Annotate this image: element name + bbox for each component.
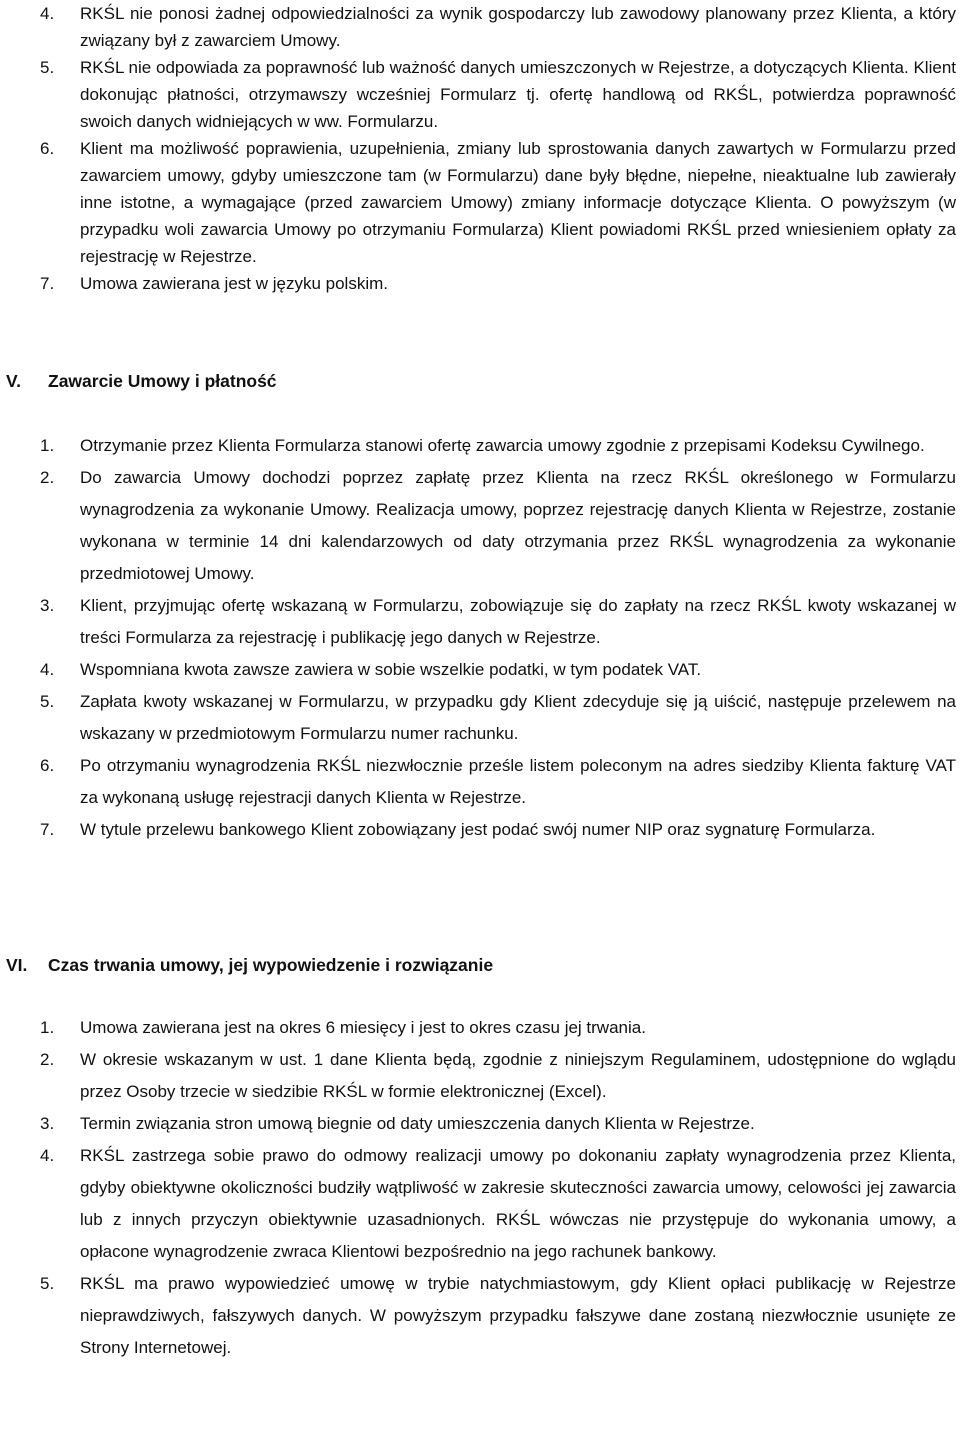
- item-text: Umowa zawierana jest na okres 6 miesięcy i jest to okres czasu jej trwania.: [80, 1018, 646, 1037]
- list-item: [0, 54, 960, 135]
- item-number: 3.: [40, 1114, 55, 1133]
- item-text: W okresie wskazanym w ust. 1 dane Klienta będą, zgodnie z niniejszym Regulaminem, udostępnione do wglądu przez Osoby trzecie w siedzibie RKŚL w formie elektronicznej (Excel).: [80, 1050, 956, 1101]
- item-number: 4.: [40, 660, 55, 679]
- section-title: Zawarcie Umowy i płatność: [48, 371, 277, 391]
- item-text: Umowa zawierana jest w języku polskim.: [80, 274, 388, 293]
- section-v-heading: [6, 367, 277, 395]
- section-vi-list: [0, 1012, 960, 1364]
- item-number: 2.: [40, 468, 55, 487]
- list-item: [0, 654, 960, 686]
- item-number: 5.: [40, 1274, 55, 1293]
- item-number: 2.: [40, 1050, 55, 1069]
- item-number: 1.: [40, 1018, 55, 1037]
- item-number: 6.: [40, 756, 55, 775]
- item-text: Klient, przyjmując ofertę wskazaną w Formularzu, zobowiązuje się do zapłaty na rzecz RKŚL kwoty wskazanej w treści Formularza za rejestrację i publikację jego danych w Rejestrze.: [80, 596, 956, 647]
- section-vi-body: [0, 1012, 960, 1364]
- list-item: [0, 1108, 960, 1140]
- list-item: [0, 750, 960, 814]
- section-number: VI.: [6, 955, 28, 975]
- list-item: [0, 270, 960, 297]
- list-item: [0, 1268, 960, 1364]
- item-text: Po otrzymaniu wynagrodzenia RKŚL niezwłocznie prześle listem poleconym na adres siedziby Klienta fakturę VAT za wykonaną usługę rejestracji danych Klienta w Rejestrze.: [80, 756, 956, 807]
- item-text: RKŚL nie ponosi żadnej odpowiedzialności za wynik gospodarczy lub zawodowy planowany przez Klienta, a który związany był z zawarciem Umowy.: [80, 4, 956, 50]
- list-item: [0, 0, 960, 54]
- list-item: [0, 1140, 960, 1268]
- list-item: [0, 1044, 960, 1108]
- item-number: 5.: [40, 58, 55, 77]
- item-text: Wspomniana kwota zawsze zawiera w sobie wszelkie podatki, w tym podatek VAT.: [80, 660, 702, 679]
- item-text: Zapłata kwoty wskazanej w Formularzu, w przypadku gdy Klient zdecyduje się ją uiścić, następuje przelewem na wskazany w przedmiotowym Formularzu numer rachunku.: [80, 692, 956, 743]
- item-number: 4.: [40, 4, 55, 23]
- item-number: 4.: [40, 1146, 55, 1165]
- item-text: RKŚL nie odpowiada za poprawność lub ważność danych umieszczonych w Rejestrze, a dotyczących Klienta. Klient dokonując płatności, otrzymawszy wcześniej Formularz tj. ofertę handlową od RKŚL, potwierdza poprawność swoich danych widniejących w ww. Formularzu.: [80, 58, 956, 131]
- section-title: Czas trwania umowy, jej wypowiedzenie i rozwiązanie: [48, 955, 494, 975]
- item-number: 5.: [40, 692, 55, 711]
- list-item: [0, 430, 960, 462]
- previous-section-list: [0, 0, 960, 297]
- section-vi-heading: [6, 951, 493, 979]
- item-text: Klient ma możliwość poprawienia, uzupełnienia, zmiany lub sprostowania danych zawartych w Formularzu przed zawarciem umowy, gdyby umieszczone tam (w Formularzu) dane były błędne, niepełne, nieaktualne lub zawierały inne istotne, a wymagające (przed zawarciem Umowy) zmiany informacje dotyczące Klienta. O powyższym (w przypadku woli zawarcia Umowy po otrzymaniu Formularza) Klient powiadomi RKŚL przed wniesieniem opłaty za rejestrację w Rejestrze.: [80, 139, 956, 266]
- item-text: RKŚL ma prawo wypowiedzieć umowę w trybie natychmiastowym, gdy Klient opłaci publikację w Rejestrze nieprawdziwych, fałszywych danych. W powyższym przypadku fałszywe dane zostaną niezwłocznie usunięte ze Strony Internetowej.: [80, 1274, 956, 1357]
- section-number: V.: [6, 371, 21, 391]
- item-text: Do zawarcia Umowy dochodzi poprzez zapłatę przez Klienta na rzecz RKŚL określonego w Formularzu wynagrodzenia za wykonanie Umowy. Realizacja umowy, poprzez rejestrację danych Klienta w Rejestrze, zostanie wykonana w terminie 14 dni kalendarzowych od daty otrzymania przez RKŚL wynagrodzenia za wykonanie przedmiotowej Umowy.: [80, 468, 956, 583]
- list-item: [0, 590, 960, 654]
- item-number: 1.: [40, 436, 55, 455]
- item-text: Termin związania stron umową biegnie od daty umieszczenia danych Klienta w Rejestrze.: [80, 1114, 755, 1133]
- item-text: W tytule przelewu bankowego Klient zobowiązany jest podać swój numer NIP oraz sygnaturę Formularza.: [80, 820, 876, 839]
- item-number: 3.: [40, 596, 55, 615]
- section-v-list: [0, 430, 960, 846]
- item-text: Otrzymanie przez Klienta Formularza stanowi ofertę zawarcia umowy zgodnie z przepisami Kodeksu Cywilnego.: [80, 436, 925, 455]
- item-number: 7.: [40, 820, 55, 839]
- section-v-body: [0, 430, 960, 846]
- item-text: RKŚL zastrzega sobie prawo do odmowy realizacji umowy po dokonaniu zapłaty wynagrodzenia przez Klienta, gdyby obiektywne okoliczności budziły wątpliwość w zakresie skuteczności zawarcia umowy, celowości jej zawarcia lub z innych przyczyn obiektywnie uzasadnionych. RKŚL wówczas nie przystępuje do wykonania umowy, a opłacone wynagrodzenie zwraca Klientowi bezpośrednio na jego rachunek bankowy.: [80, 1146, 956, 1261]
- list-item: [0, 814, 960, 846]
- item-number: 6.: [40, 139, 55, 158]
- list-item: [0, 135, 960, 270]
- list-item: [0, 1012, 960, 1044]
- list-item: [0, 462, 960, 590]
- item-number: 7.: [40, 274, 55, 293]
- list-item: [0, 686, 960, 750]
- previous-section-continuation: [0, 0, 960, 297]
